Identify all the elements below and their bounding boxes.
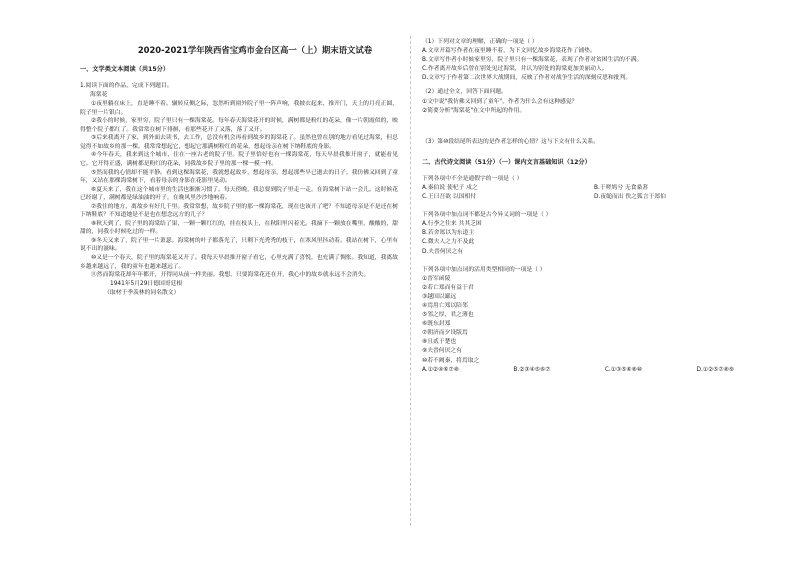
essay-paragraph-6: ⑥夏天来了，我在这个城市里的生活也渐渐习惯了。每天傍晚，我总要到院子里走一走，在海棠树下站一会儿。这时候花已经谢了，满树都是绿油油的叶子，在晚风里沙沙地响着。 — [80, 186, 398, 202]
q1-option-c: C.作者离开故乡后曾在别处见过海棠，并认为别处的海棠更加美丽动人。 — [422, 66, 608, 73]
q6-options-row — [422, 366, 734, 375]
essay-paragraph-3: ③后来我离开了家，到外面去读书，去工作，总没有机会再看到故乡的海棠花了。虽然也曾在别的地方看见过海棠，但总觉得不如故乡的那一棵。我常常想起它，想起它那满树粉红的花朵，想起母亲在树下纳鞋底的身影。 — [80, 135, 398, 150]
left-column — [80, 64, 398, 298]
q6-item-8: ⑧且贰于楚也 — [422, 339, 457, 346]
right-column — [422, 38, 734, 375]
q2-stem: （2）通过全文，回答下面问题。 — [422, 89, 507, 96]
essay-source: （取材于季羡林的同名散文） — [104, 289, 180, 296]
q4-option-a: A.秦伯说 使杞子 戍之 — [422, 184, 478, 191]
q5-option-d: D.夫晋何厌之有 — [422, 248, 464, 255]
q1-stem: （1）下列对文章的理解，正确的一项是（ ） — [422, 39, 538, 45]
essay-paragraph-4: ④今年春天，我来到这个城市，住在一座古老的院子里。院子里恰好也有一棵海棠花，每天早晨我推开窗子，就能看见它。它开得正盛，满树都是粉红的花朵，同我故乡院子里的那一棵一模一样。 — [80, 152, 398, 168]
essay-paragraph-10: ⑩又是一个春天，院子里的海棠花又开了。我每天早晨推开窗子看它，心里充满了喜悦，也充满了惆怅。我知道，我离故乡越来越远了，我的童年也越来越远了。 — [80, 255, 398, 270]
essay-paragraph-1: ①夜里躺在床上，直是睡不着。辗转反侧之际，忽然听到窗外院子里一阵声响，我披衣起来，推开门，天上的月亮正圆，院子里一片银白。 — [80, 101, 398, 116]
q6-item-5: ⑤邻之厚，君之薄也 — [422, 312, 474, 319]
q6-item-1: ①晋军函陵 — [422, 275, 451, 282]
essay-sign-date: 1941年5月29日德国哥廷根 — [110, 280, 183, 287]
q4-option-b: B.于嗟鸠兮 无食桑葚 — [594, 184, 649, 191]
q6-item-3: ③越国以鄙远 — [422, 293, 457, 300]
q6-item-6: ⑥既东封郑 — [422, 321, 451, 328]
section2-heading: 二、古代诗文阅读（51分）（一）课内文言基础知识（12分） — [422, 158, 591, 166]
column-divider — [410, 36, 411, 526]
q5-option-b: B.若舍郑以为东道主 — [422, 230, 475, 237]
q6-item-7: ⑦朝济而夕设版焉 — [422, 330, 468, 337]
section1-instruction: 1.阅读下面的作品，完成下列题目。 — [80, 83, 173, 89]
q1-option-d: D.文章写于作者第二次世界大战期间，反映了作者对战争生活的深刻反思和批判。 — [422, 75, 632, 82]
essay-paragraph-2: ②我小的时候，家里穷，院子里只有一棵海棠花。每年春天海棠花开的时候，满树都是粉红的花朵，像一片朝霞似的，映得整个院子都红了。我常常在树下徘徊，看那些花开了又落，落了又开。 — [80, 118, 398, 133]
q6-option-b: B.②③④⑤⑥⑦ — [513, 366, 551, 373]
exam-title: 2020-2021学年陕西省宝鸡市金台区高一（上）期末语文试卷 — [137, 45, 373, 55]
q6-item-2: ②若亡郑而有益于君 — [422, 284, 474, 291]
q6-item-10: ⑩若不阙秦，将焉取之 — [422, 357, 480, 364]
q6-stem: 下列各项中加点词的活用类型相同的一项是（ ） — [422, 266, 546, 273]
q1-option-b: B.文章写作者小时候家里穷，院子里只有一棵海棠花，表现了作者对贫困生活的不满。 — [422, 57, 643, 64]
q6-item-9: ⑨夫晋何厌之有 — [422, 348, 462, 355]
q4-option-c: C.王曰吾欲 以国相付 — [422, 194, 477, 201]
q5-option-c: C.微夫人之力不及此 — [422, 239, 475, 246]
q2-item-2: ②简要分析"海棠花"在文中所起的作用。 — [422, 107, 526, 114]
q6-option-c: C.①③⑤⑥⑧⑩ — [604, 366, 642, 373]
essay-paragraph-7: ⑦我住的地方，离故乡有好几千里。我常常想，故乡院子里的那一棵海棠花，现在也该开了吧？不知道母亲是不是还在树下纳鞋底？不知道她是不是也在想念远方的儿子？ — [80, 203, 398, 219]
q4-options-row-2 — [422, 193, 734, 202]
q5-option-a: A.行李之往来 共其乏困 — [422, 221, 482, 228]
q4-option-d: D.夜缒而出 佚之狐言于郑伯 — [594, 194, 666, 201]
q2-item-1: ①文中说"我仿佛又回到了童年"，作者为什么会有这种感觉？ — [422, 98, 578, 105]
essay-paragraph-8: ⑧秋天到了，院子里的海棠结了果，一颗一颗红红的，挂在枝头上，在秋阳里闪着光。我摘下一颗放在嘴里，酸酸的，甜甜的，同我小时候吃过的一样。 — [80, 220, 398, 236]
q6-item-4: ④焉用亡郑以陪邻 — [422, 302, 468, 309]
q4-options-row-1 — [422, 184, 734, 193]
essay-title: 海棠花 — [90, 92, 108, 99]
essay-paragraph-5: ⑤然而我的心情却不能平静。看到这棵海棠花，我就想起故乡，想起母亲，想起那些早已逝去的日子。我仿佛又回到了童年，又站在那棵海棠树下，看着母亲的身影在花影里晃动。 — [80, 169, 398, 185]
q4-stem: 下列各项中不全是通假字的一项是（ ） — [422, 175, 523, 182]
essay-paragraph-11: ⑪然而海棠花却年年都开，开得同从前一样美丽。我想，只要海棠花还在开，我心中的故乡就永远不会消失。 — [91, 272, 370, 279]
q5-stem: 下列各项中加点词不都是古今异义词的一项是（ ） — [422, 212, 552, 219]
essay-paragraph-9: ⑨冬天又来了，院子里一片萧瑟。海棠树的叶子都落光了，只剩下光秃秃的枝干，在寒风里抖动着。我站在树下，心里有说不出的滋味。 — [80, 237, 398, 253]
q6-option-d: D.①②⑤⑦⑧⑨ — [696, 366, 734, 373]
q6-option-a: A.①②④⑥⑦⑧ — [422, 366, 459, 373]
section1-heading: 一、文学类文本阅读（共15分） — [80, 66, 170, 73]
q3-stem: （3）第⑩段结尾所表达的是作者怎样的心情？这与下文有什么关系。 — [422, 138, 599, 145]
q1-option-a: A.文章开篇写作者在夜里睡不着，为下文回忆故乡海棠花作了铺垫。 — [422, 48, 596, 55]
